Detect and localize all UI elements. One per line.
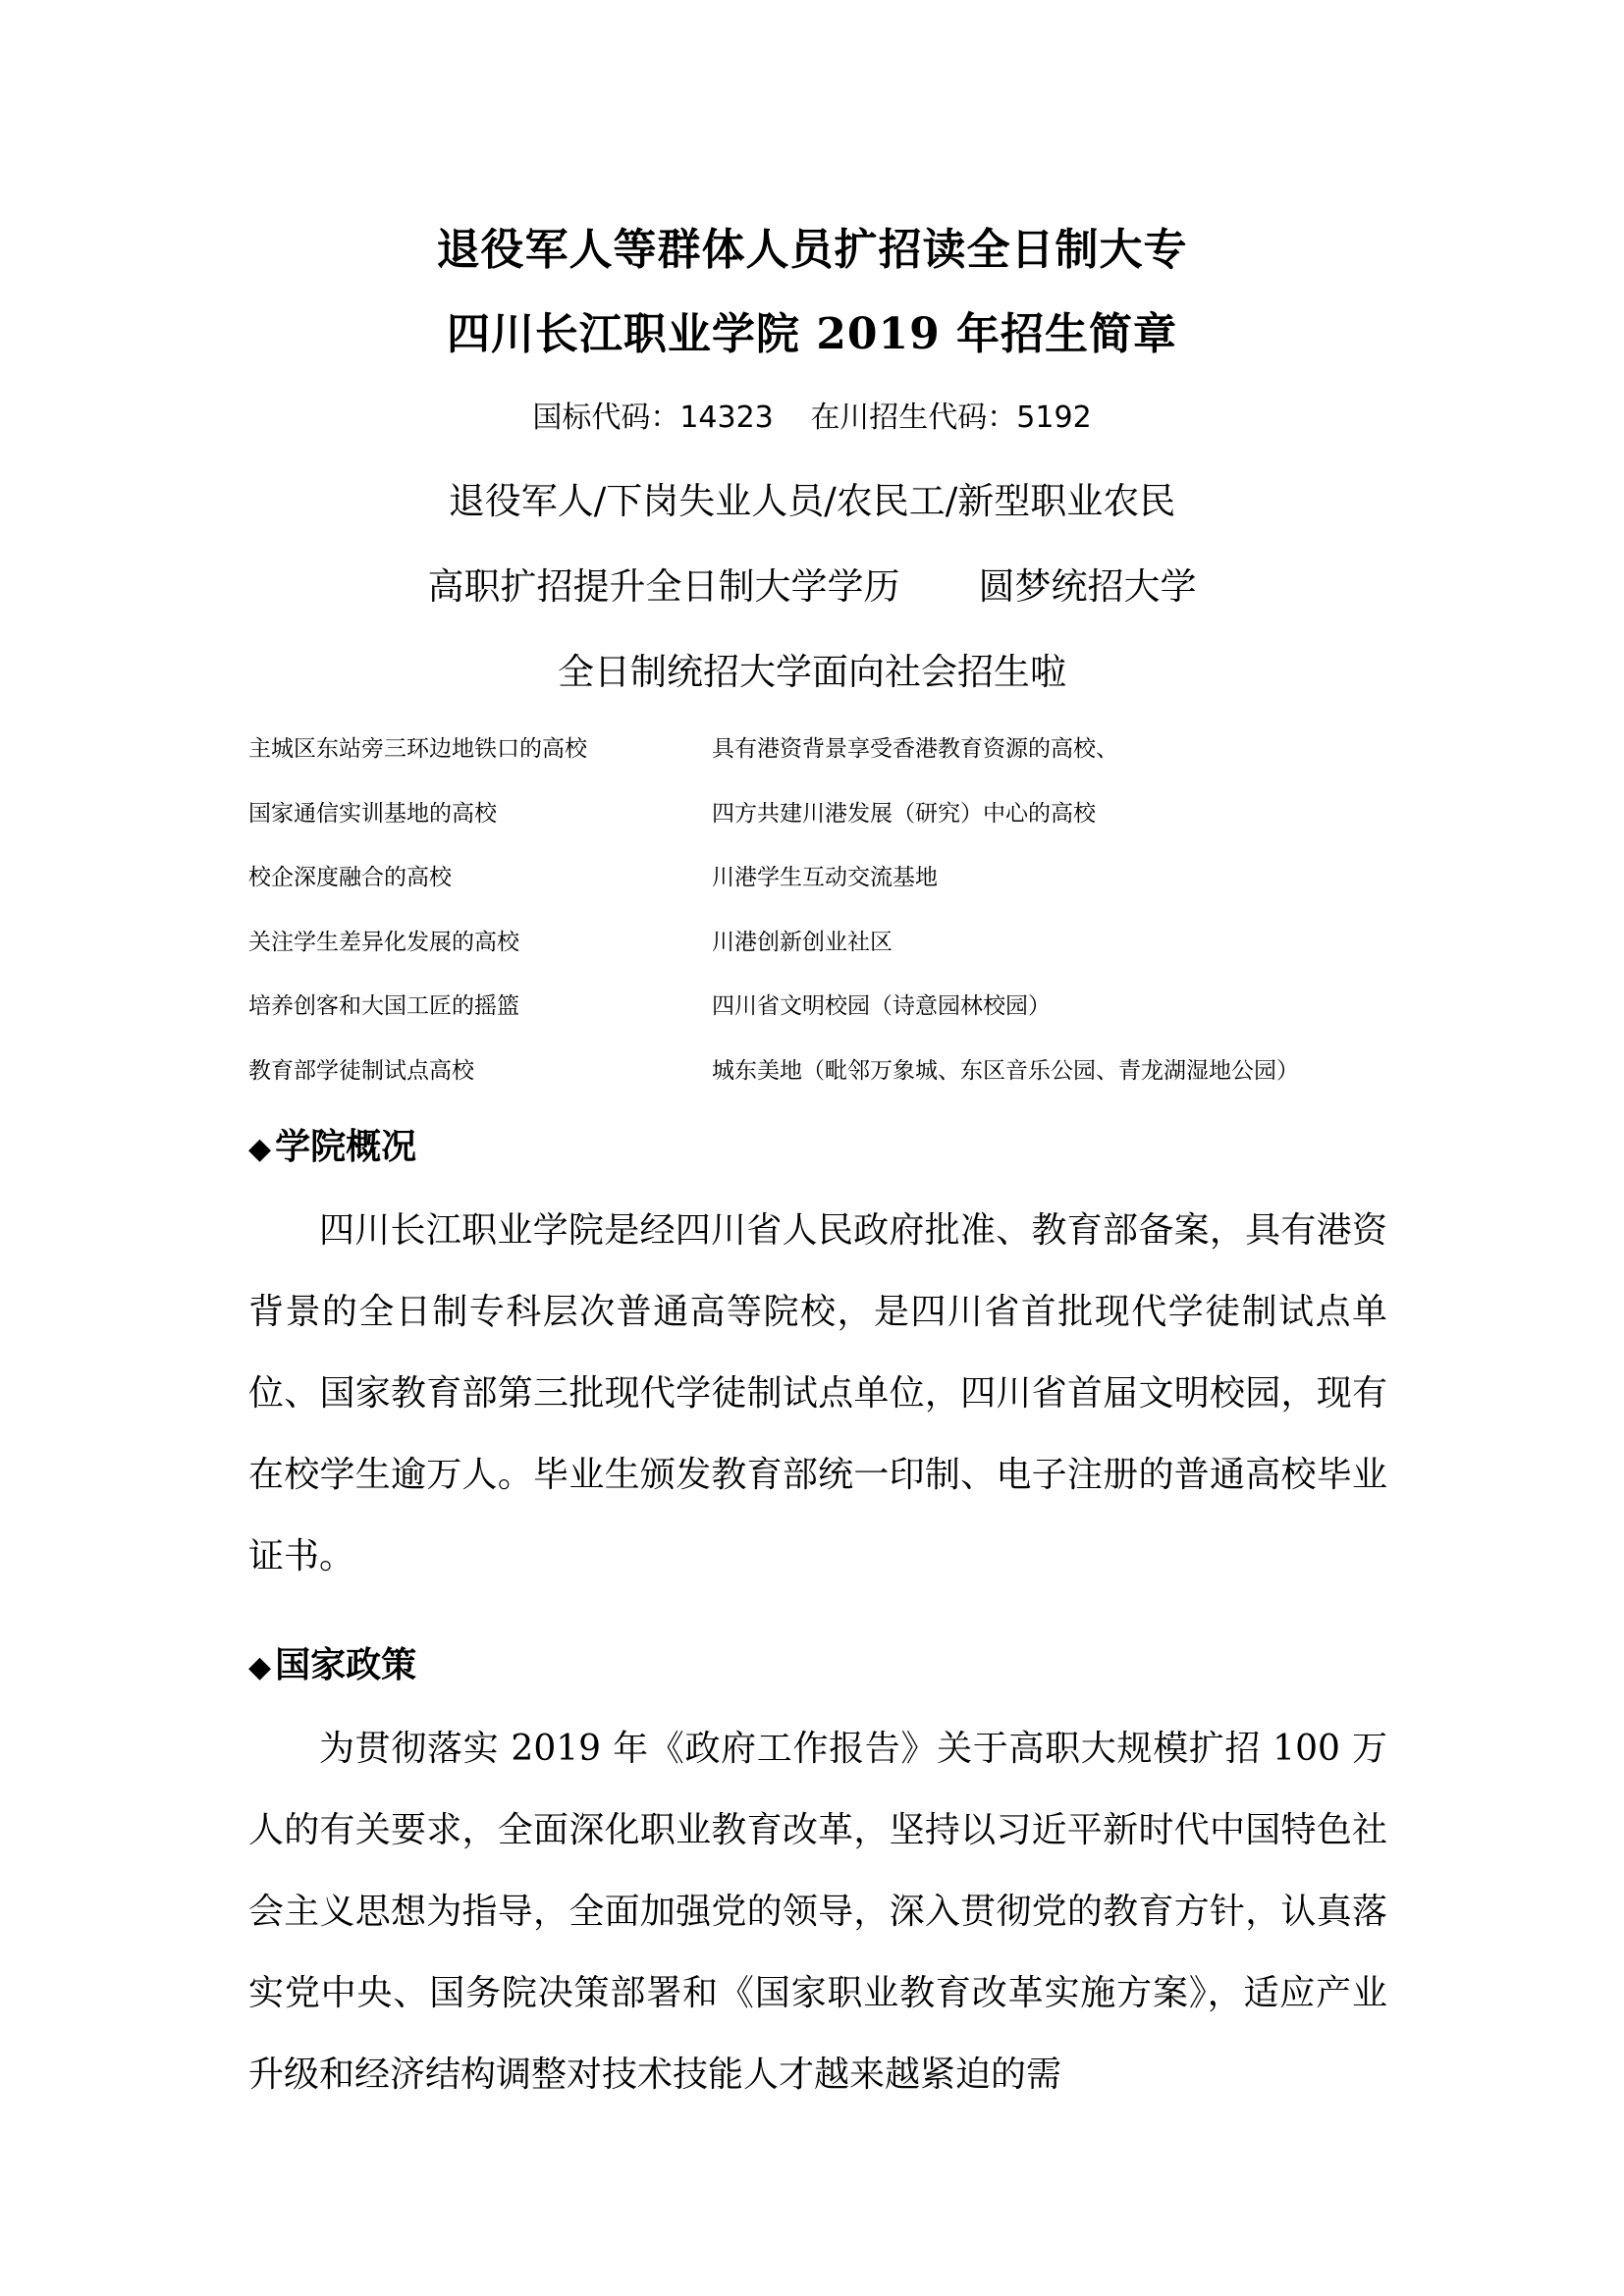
enrollment-codes: [0, 393, 1624, 436]
feature-item: 校企深度融合的高校: [248, 865, 452, 890]
feature-item: 教育部学徒制试点高校: [248, 1057, 474, 1084]
feature-item: 国家通信实训基地的高校: [248, 800, 497, 827]
slogan-line-2: [0, 557, 1624, 610]
feature-row: [248, 924, 1407, 988]
feature-row: [248, 988, 1407, 1052]
section-heading-text: 学院概况: [275, 1126, 417, 1167]
slogan-line-1: 退役军人/下岗失业人员/农民工/新型职业农民: [448, 480, 1176, 522]
diamond-bullet-icon: ◆: [248, 1650, 272, 1684]
title-line-2: 四川长江职业学院 2019 年招生简章: [446, 309, 1178, 359]
feature-row: [248, 859, 1407, 924]
feature-item: 四方共建川港发展（研究）中心的高校: [712, 800, 1096, 827]
sichuan-code: 在川招生代码：5192: [810, 400, 1092, 435]
feature-row: [248, 1052, 1407, 1117]
section-heading-policy: [248, 1637, 416, 1687]
feature-item: 主城区东站旁三环边地铁口的高校: [248, 736, 587, 762]
diamond-bullet-icon: ◆: [248, 1132, 272, 1166]
slogan-line-2a: 高职扩招提升全日制大学学历: [427, 565, 900, 608]
national-code: 国标代码：14323: [532, 400, 774, 435]
feature-row: [248, 795, 1407, 860]
feature-item: 关注学生差异化发展的高校: [248, 929, 519, 955]
slogan-line-3: 全日制统招大学面向社会招生啦: [558, 651, 1066, 693]
slogan-line-2b: 圆梦统招大学: [978, 565, 1197, 608]
feature-list: [248, 730, 1407, 1116]
section-heading-text: 国家政策: [275, 1644, 417, 1685]
feature-item: 具有港资背景享受香港教育资源的高校、: [712, 736, 1118, 762]
feature-item: 川港学生互动交流基地: [712, 865, 938, 890]
feature-item: 培养创客和大国工匠的摇篮: [248, 993, 519, 1019]
policy-paragraph: 为贯彻落实 2019 年《政府工作报告》关于高职大规模扩招 100 万人的有关要求，全面深化职业教育改革，坚持以习近平新时代中国特色社会主义思想为指导，全面加强党的领导，深入贯彻党的教育方针，认真落实党中央、国务院决策部署和《国家职业教育改革实施方案》，适应产业升级和经济结构调整对技术技能人才越来越紧迫的需: [248, 1729, 1387, 2095]
feature-item: 四川省文明校园（诗意园林校园）: [712, 993, 1051, 1019]
feature-item: 城东美地（毗邻万象城、东区音乐公园、青龙湖湿地公园）: [712, 1057, 1299, 1084]
feature-row: [248, 730, 1407, 795]
feature-item: 川港创新创业社区: [712, 929, 893, 955]
section-heading-overview: [248, 1119, 416, 1169]
overview-paragraph: 四川长江职业学院是经四川省人民政府批准、教育部备案，具有港资背景的全日制专科层次普通高等院校，是四川省首批现代学徒制试点单位、国家教育部第三批现代学徒制试点单位，四川省首届文明校园，现有在校学生逾万人。毕业生颁发教育部统一印制、电子注册的普通高校毕业证书。: [248, 1210, 1387, 1576]
title-line-1: 退役军人等群体人员扩招读全日制大专: [436, 225, 1188, 275]
